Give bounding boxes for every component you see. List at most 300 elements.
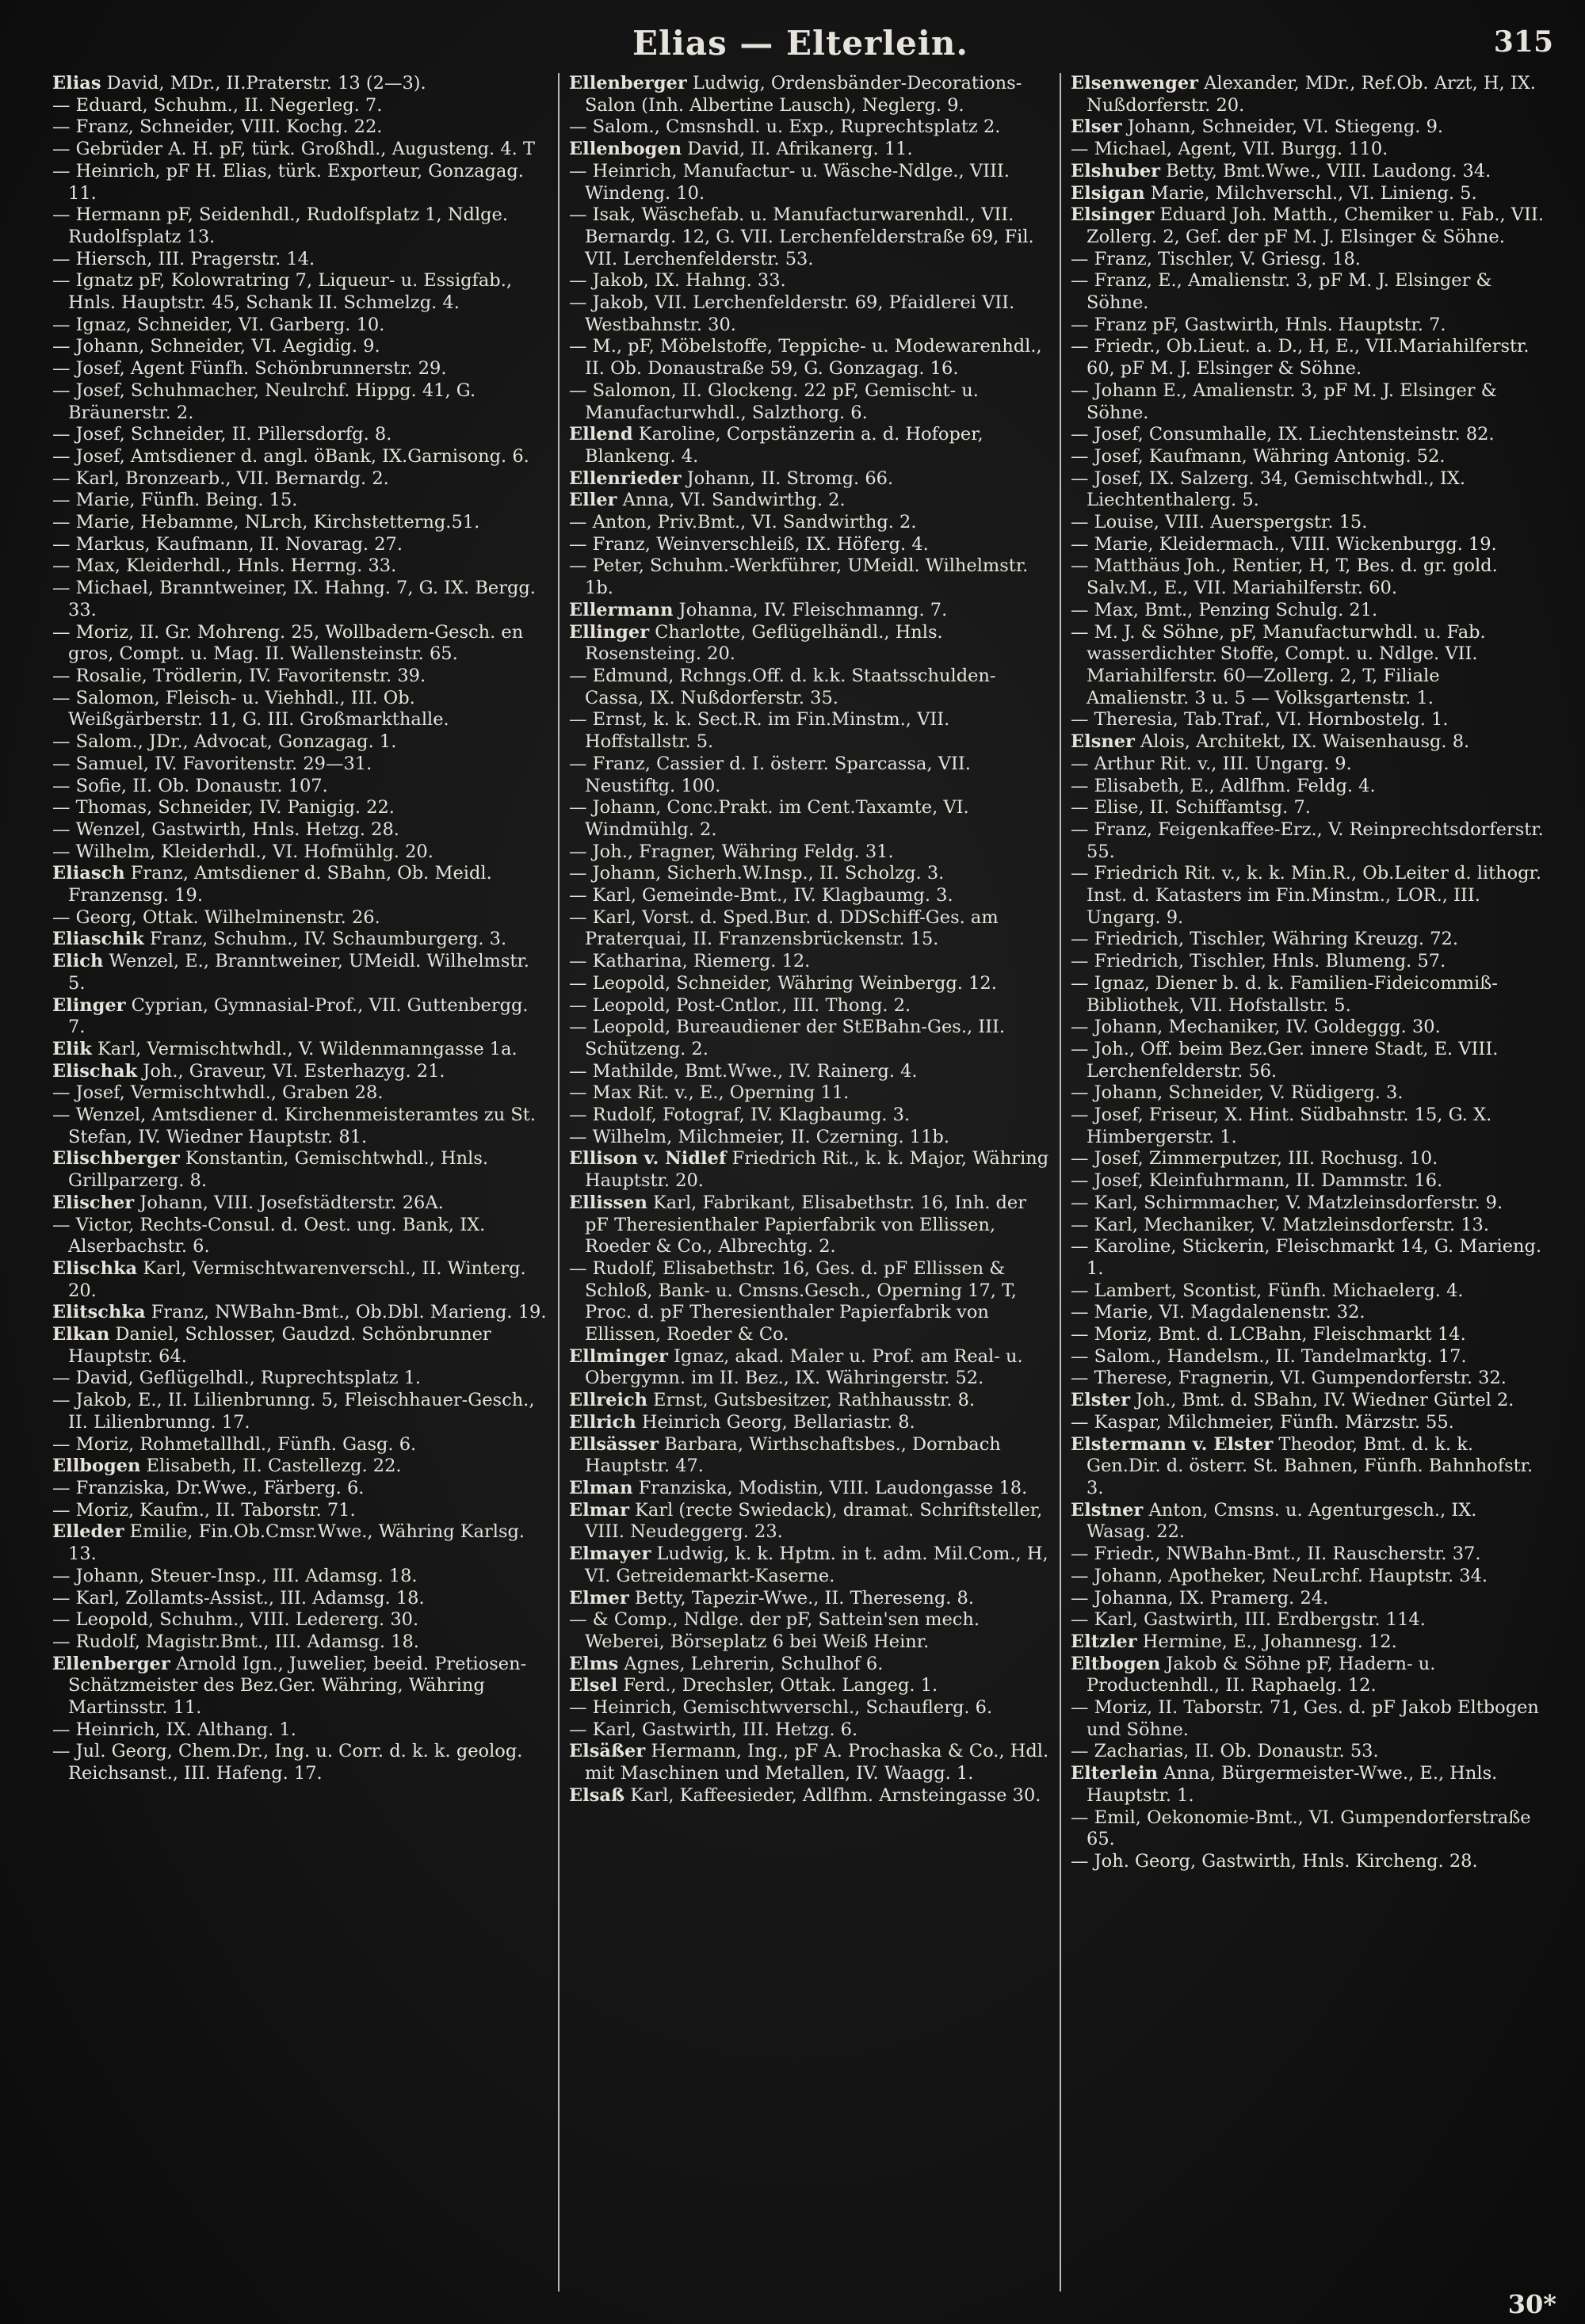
directory-entry (1071, 754, 1545, 776)
directory-entry (52, 731, 548, 754)
entry-text: — Eduard, Schuhm., II. Negerleg. 7. (52, 94, 383, 116)
entry-surname: Elsinger (1071, 204, 1155, 226)
directory-entry (1071, 1741, 1545, 1763)
column-1-entries (52, 73, 548, 1785)
entry-text: — & Comp., Ndlge. der pF, Sattein'sen mech. Weberei, Börseplatz 6 bei Weiß Heinr. (569, 1609, 980, 1652)
entry-text: — Franz, E., Amalienstr. 3, pF M. J. Elsinger & Söhne. (1071, 270, 1492, 314)
directory-entry (1071, 709, 1545, 731)
directory-entry (52, 1039, 548, 1061)
directory-entry (52, 380, 548, 424)
directory-entry (52, 1478, 548, 1500)
directory-entry (569, 1478, 1050, 1500)
entry-surname: Elleder (52, 1521, 124, 1543)
directory-entry (1071, 336, 1545, 380)
directory-entry (1071, 1280, 1545, 1303)
entry-surname: Elias (52, 73, 101, 93)
directory-entry (1071, 1105, 1545, 1148)
entry-text: — Max Rit. v., E., Operning 11. (569, 1082, 850, 1104)
entry-text: — Johanna, IX. Pramerg. 24. (1071, 1587, 1329, 1608)
directory-entry (52, 863, 548, 906)
directory-entry (1071, 1346, 1545, 1368)
directory-entry (569, 1412, 1050, 1434)
directory-entry (52, 1368, 548, 1390)
directory-entry (52, 688, 548, 731)
entry-text: Karl, Vermischtwarenverschl., II. Winterg. 20. (68, 1257, 526, 1301)
directory-entry (1071, 249, 1545, 271)
directory-entry (1071, 424, 1545, 446)
entry-text: — Rudolf, Magistr.Bmt., III. Adamsg. 18. (52, 1631, 419, 1652)
directory-entry (1071, 1654, 1545, 1697)
directory-entry (52, 797, 548, 819)
directory-entry (569, 1500, 1050, 1544)
directory-entry (569, 490, 1050, 512)
entry-surname: Ellermann (569, 599, 674, 620)
entry-surname: Elmayer (569, 1544, 651, 1565)
entry-text: — Johann, Apotheker, NeuLrchf. Hauptstr. 34. (1071, 1565, 1488, 1586)
entry-surname: Elms (569, 1653, 619, 1674)
directory-entry (569, 1193, 1050, 1258)
entry-text: Karl, Fabrikant, Elisabethstr. 16, Inh. der pF Theresienthaler Papierfabrik von Ellissen, Roeder & Co., Albrechtg. 2. (585, 1192, 1026, 1257)
entry-surname: Elshuber (1071, 160, 1160, 181)
entry-text: — Karl, Gemeinde-Bmt., IV. Klagbaumg. 3. (569, 885, 953, 906)
directory-entry (52, 1456, 548, 1478)
directory-entry (569, 1061, 1050, 1083)
entry-text: — Josef, IX. Salzerg. 34, Gemischtwhdl., IX. Liechtenthalerg. 5. (1071, 467, 1466, 511)
entry-text: — Louise, VIII. Auerspergstr. 15. (1071, 512, 1368, 533)
directory-entry (569, 1017, 1050, 1060)
entry-text: — Johann, Sicherh.W.Insp., II. Scholzg. 3. (569, 863, 945, 884)
entry-text: — Franz, Cassier d. I. österr. Sparcassa, VII. Neustiftg. 100. (569, 753, 971, 796)
entry-text: Eduard Joh. Matth., Chemiker u. Fab., VII. Zollerg. 2, Gef. der pF M. J. Elsinger & Söhne. (1087, 204, 1544, 247)
entry-text: Agnes, Lehrerin, Schulhof 6. (618, 1653, 884, 1674)
directory-entry (52, 139, 548, 161)
entry-text: — Franz, Weinverschleiß, IX. Höferg. 4. (569, 533, 929, 555)
page-title: Elias — Elterlein. (632, 24, 969, 63)
entry-text: — Salomon, II. Glockeng. 22 pF, Gemischt- u. Manufacturwhdl., Salzthorg. 6. (569, 380, 979, 423)
directory-entry (569, 1148, 1050, 1192)
directory-entry (52, 578, 548, 621)
entry-text: — Johann, Steuer-Insp., III. Adamsg. 18. (52, 1565, 418, 1586)
entry-text: Betty, Tapezir-Wwe., II. Thereseng. 8. (628, 1587, 975, 1608)
directory-entry (569, 1675, 1050, 1697)
directory-entry (1071, 204, 1545, 248)
entry-text: — Josef, Kleinfuhrmann, II. Dammstr. 16. (1071, 1170, 1443, 1192)
directory-entry (52, 95, 548, 117)
entry-text: — Rudolf, Elisabethstr. 16, Ges. d. pF Ellissen & Schloß, Bank- u. Cmsns.Gesch., Operning 17, T, Proc. d. pF Theresienthaler Papierfabrik von Ellissen, Roeder & Co. (569, 1257, 1017, 1345)
entry-text: — Friedrich, Tischler, Währing Kreuzg. 72. (1071, 929, 1459, 950)
entry-text: Franziska, Modistin, VIII. Laudongasse 18. (632, 1478, 1028, 1498)
column-3-entries (1071, 73, 1545, 1873)
directory-entry (569, 270, 1050, 292)
entry-text: — Johann, Conc.Prakt. im Cent.Taxamte, VI. Windmühlg. 2. (569, 797, 969, 840)
directory-entry (52, 1500, 548, 1522)
entry-text: Wenzel, E., Branntweiner, UMeidl. Wilhelmstr. 5. (68, 951, 529, 994)
directory-entry (52, 336, 548, 358)
directory-entry (52, 1082, 548, 1105)
directory-entry (52, 1741, 548, 1784)
directory-entry (569, 424, 1050, 467)
directory-entry (1071, 1148, 1545, 1170)
entry-text: — Wilhelm, Kleiderhdl., VI. Hofmühlg. 20. (52, 841, 433, 862)
directory-entry (569, 468, 1050, 490)
entry-text: — Salom., JDr., Advocat, Gonzagag. 1. (52, 731, 397, 753)
directory-entry (569, 380, 1050, 424)
directory-entry (1071, 1609, 1545, 1631)
entry-text: — Marie, Fünfh. Being. 15. (52, 490, 298, 511)
entry-text: Charlotte, Geflügelhändl., Hnls. Rosensteing. 20. (585, 621, 943, 665)
directory-entry (569, 139, 1050, 161)
entry-text: — Johann, Schneider, V. Rüdigerg. 3. (1071, 1082, 1404, 1104)
entry-text: — Elise, II. Schiffamtsg. 7. (1071, 797, 1311, 819)
entry-text: — Salom., Cmsnshdl. u. Exp., Ruprechtsplatz 2. (569, 116, 1001, 138)
entry-text: David, MDr., II.Praterstr. 13 (2—3). (101, 73, 426, 93)
entry-text: — Franz pF, Gastwirth, Hnls. Hauptstr. 7. (1071, 314, 1446, 335)
directory-entry (1071, 1500, 1545, 1544)
directory-entry (569, 1105, 1050, 1127)
entry-surname: Ellbogen (52, 1456, 141, 1477)
directory-entry (569, 1654, 1050, 1676)
entry-text: Joh., Bmt. d. SBahn, IV. Wiedner Gürtel 2. (1129, 1390, 1514, 1411)
directory-entry (569, 863, 1050, 885)
directory-entry (52, 907, 548, 929)
entry-text: Arnold Ign., Juwelier, beeid. Pretiosen-Schätzmeister des Bez.Ger. Währing, Währing Martinsstr. 11. (68, 1653, 527, 1719)
entry-surname: Elman (569, 1478, 633, 1498)
entry-text: — Michael, Agent, VII. Burgg. 110. (1071, 139, 1388, 160)
entry-text: — Ignatz pF, Kolowratring 7, Liqueur- u. Essigfab., Hnls. Hauptstr. 45, Schank II. Schmelzg. 4. (52, 270, 513, 314)
column-2 (558, 73, 1060, 2292)
entry-text: Joh., Graveur, VI. Esterhazyg. 21. (137, 1060, 445, 1082)
entry-text: — Ignaz, Schneider, VI. Garberg. 10. (52, 314, 385, 335)
entry-surname: Ellinger (569, 621, 650, 643)
entry-text: Anton, Cmsns. u. Agenturgesch., IX. Wasag. 22. (1087, 1499, 1477, 1543)
entry-surname: Elitschka (52, 1302, 146, 1323)
directory-entry (569, 995, 1050, 1017)
directory-entry (52, 1609, 548, 1631)
directory-entry (1071, 819, 1545, 863)
directory-entry (1071, 1236, 1545, 1280)
entry-surname: Elsner (1071, 731, 1135, 753)
entry-text: — Leopold, Schneider, Währing Weinbergg. 12. (569, 972, 997, 994)
entry-text: — Johann, Mechaniker, IV. Goldeggg. 30. (1071, 1017, 1441, 1038)
entry-text: — Heinrich, Gemischtwverschl., Schauflerg. 6. (569, 1697, 993, 1719)
entry-text: — Gebrüder A. H. pF, türk. Großhdl., Augusteng. 4. T (52, 139, 535, 160)
directory-entry (569, 1609, 1050, 1653)
entry-surname: Elstner (1071, 1499, 1144, 1521)
entry-text: — Anton, Priv.Bmt., VI. Sandwirthg. 2. (569, 512, 917, 533)
directory-entry (52, 1566, 548, 1588)
entry-text: — Josef, Vermischtwhdl., Graben 28. (52, 1082, 384, 1104)
entry-text: — Moriz, II. Taborstr. 71, Ges. d. pF Jakob Eltbogen und Söhne. (1071, 1697, 1539, 1740)
directory-entry (569, 841, 1050, 864)
directory-entry (1071, 380, 1545, 424)
directory-entry (52, 161, 548, 204)
entry-text: Heinrich Georg, Bellariastr. 8. (636, 1411, 915, 1433)
entry-text: — Markus, Kaufmann, II. Novarag. 27. (52, 533, 403, 555)
entry-text: David, II. Afrikanerg. 11. (682, 139, 913, 160)
directory-entry (52, 1719, 548, 1742)
entry-surname: Eliaschik (52, 929, 144, 950)
entry-text: — Katharina, Riemerg. 12. (569, 951, 811, 972)
directory-entry (1071, 731, 1545, 754)
directory-entry (569, 1741, 1050, 1784)
entry-text: Hermine, E., Johannesg. 12. (1136, 1631, 1397, 1652)
entry-text: Hermann, Ing., pF A. Prochaska & Co., Hdl. mit Maschinen und Metallen, IV. Waagg. 1. (585, 1741, 1049, 1784)
directory-entry (1071, 776, 1545, 798)
directory-entry (569, 1127, 1050, 1149)
entry-surname: Elser (1071, 116, 1122, 138)
directory-entry (1071, 1851, 1545, 1873)
entry-text: Emilie, Fin.Ob.Cmsr.Wwe., Währing Karlsg. 13. (68, 1521, 525, 1565)
directory-entry (1071, 1434, 1545, 1500)
entry-text: Ferd., Drechsler, Ottak. Langeg. 1. (617, 1675, 938, 1696)
directory-entry (569, 907, 1050, 951)
directory-entry (1071, 1170, 1545, 1193)
entry-text: — Hiersch, III. Pragerstr. 14. (52, 248, 315, 269)
entry-surname: Elischka (52, 1257, 138, 1279)
directory-entry (52, 1193, 548, 1215)
entry-surname: Eller (569, 490, 617, 511)
entry-text: Johann, VIII. Josefstädterstr. 26A. (134, 1192, 444, 1213)
directory-entry (52, 1258, 548, 1302)
entry-text: Jakob & Söhne pF, Hadern- u. Productenhdl., II. Raphaelg. 12. (1087, 1653, 1436, 1696)
entry-surname: Ellreich (569, 1390, 648, 1411)
entry-text: — Marie, Kleidermach., VIII. Wickenburgg. 19. (1071, 533, 1497, 555)
entry-text: — Jul. Georg, Chem.Dr., Ing. u. Corr. d. k. k. geolog. Reichsanst., III. Hafeng. 17. (52, 1741, 523, 1784)
entry-text: — Max, Bmt., Penzing Schulg. 21. (1071, 599, 1378, 620)
entry-text: — Salomon, Fleisch- u. Viehhdl., III. Ob. Weißgärberstr. 11, G. III. Großmarkthalle. (52, 687, 449, 731)
entry-text: — Therese, Fragnerin, VI. Gumpendorferstr. 32. (1071, 1368, 1507, 1389)
entry-surname: Elsäßer (569, 1741, 646, 1762)
entry-text: — Jakob, IX. Hahng. 33. (569, 270, 786, 292)
entry-text: — Joh. Georg, Gastwirth, Hnls. Kircheng. 28. (1071, 1850, 1478, 1872)
entry-text: — Friedrich Rit. v., k. k. Min.R., Ob.Leiter d. lithogr. Inst. d. Katasters im Fin.Minstm., LOR., III. Ungarg. 9. (1071, 863, 1541, 928)
directory-entry (569, 1258, 1050, 1346)
directory-entry (1071, 1215, 1545, 1237)
entry-text: Karoline, Corpstänzerin a. d. Hofoper, Blankeng. 4. (585, 424, 983, 467)
directory-entry (1071, 315, 1545, 337)
directory-entry (1071, 183, 1545, 205)
entry-text: — Moriz, II. Gr. Mohreng. 25, Wollbadern-Gesch. en gros, Compt. u. Mag. II. Wallensteinstr. 65. (52, 621, 524, 665)
directory-entry (1071, 1588, 1545, 1610)
entry-text: Alois, Architekt, IX. Waisenhausg. 8. (1134, 731, 1470, 753)
directory-entry (1071, 1807, 1545, 1851)
entry-text: Johanna, IV. Fleischmanng. 7. (673, 599, 948, 620)
entry-text: — Karl, Mechaniker, V. Matzleinsdorferstr. 13. (1071, 1214, 1489, 1235)
entry-surname: Elsenwenger (1071, 73, 1198, 93)
entry-text: — Jakob, VII. Lerchenfelderstr. 69, Pfaidlerei VII. Westbahnstr. 30. (569, 292, 1015, 335)
entry-text: — Karl, Bronzearb., VII. Bernardg. 2. (52, 467, 389, 489)
directory-entry (1071, 1390, 1545, 1412)
entry-surname: Ellenbogen (569, 139, 682, 160)
directory-entry (1071, 1631, 1545, 1654)
entry-text: Franz, Amtsdiener d. SBahn, Ob. Meidl. Franzensg. 19. (68, 863, 492, 906)
entry-text: — Josef, Schneider, II. Pillersdorfg. 8. (52, 424, 392, 445)
entry-surname: Elster (1071, 1390, 1130, 1411)
entry-text: — Sofie, II. Ob. Donaustr. 107. (52, 775, 328, 796)
directory-entry (52, 666, 548, 688)
column-1 (43, 73, 558, 2292)
directory-entry (52, 1105, 548, 1148)
directory-entry (569, 73, 1050, 116)
entry-text: Betty, Bmt.Wwe., VIII. Laudong. 34. (1159, 160, 1491, 181)
directory-entry (1071, 1412, 1545, 1434)
directory-entry (569, 709, 1050, 753)
directory-columns (43, 73, 1558, 2292)
entry-text: — Moriz, Rohmetallhdl., Fünfh. Gasg. 6. (52, 1433, 417, 1455)
directory-entry (1071, 116, 1545, 139)
entry-text: — M., pF, Möbelstoffe, Teppiche- u. Modewarenhdl., II. Ob. Donaustraße 59, G. Gonzagag. 16. (569, 336, 1042, 380)
directory-entry (569, 885, 1050, 907)
directory-entry (52, 951, 548, 994)
entry-text: — Karl, Zollamts-Assist., III. Adamsg. 18. (52, 1587, 425, 1608)
directory-entry (569, 1082, 1050, 1105)
entry-text: Johann, Schneider, VI. Stiegeng. 9. (1121, 116, 1444, 138)
entry-text: — Kaspar, Milchmeier, Fünfh. Märzstr. 55. (1071, 1411, 1454, 1433)
directory-entry (52, 1434, 548, 1456)
entry-text: — Franz, Tischler, V. Griesg. 18. (1071, 248, 1361, 269)
entry-text: — Friedr., Ob.Lieut. a. D., H, E., VII.Mariahilferstr. 60, pF M. J. Elsinger & Söhne. (1071, 336, 1530, 380)
directory-entry (52, 116, 548, 139)
directory-entry (1071, 1544, 1545, 1566)
directory-entry (569, 1346, 1050, 1390)
directory-entry (52, 1654, 548, 1719)
entry-surname: Ellend (569, 424, 633, 445)
entry-surname: Elischak (52, 1060, 138, 1082)
entry-surname: Eliasch (52, 863, 125, 884)
entry-text: — Joh., Fragner, Währing Feldg. 31. (569, 841, 894, 862)
directory-entry (1071, 161, 1545, 183)
directory-entry (569, 973, 1050, 995)
entry-text: — Rudolf, Fotograf, IV. Klagbaumg. 3. (569, 1105, 911, 1126)
entry-text: — Max, Kleiderhdl., Hnls. Herrng. 33. (52, 555, 397, 577)
entry-text: — Leopold, Post-Cntlor., III. Thong. 2. (569, 994, 911, 1016)
directory-entry (1071, 797, 1545, 819)
entry-text: — Karl, Vorst. d. Sped.Bur. d. DDSchiff-Ges. am Praterquai, II. Franzensbrückenstr. 15. (569, 906, 999, 950)
entry-text: — Ignaz, Diener b. d. k. Familien-Fideicommiß-Bibliothek, VII. Hofstallstr. 5. (1071, 972, 1498, 1016)
directory-entry (569, 116, 1050, 139)
directory-entry (52, 776, 548, 798)
entry-text: Karl (recte Swiedack), dramat. Schriftsteller, VIII. Neudeggerg. 23. (585, 1499, 1043, 1543)
entry-text: — Jakob, E., II. Lilienbrunng. 5, Fleischhauer-Gesch., II. Lilienbrunng. 17. (52, 1390, 535, 1433)
directory-entry (52, 512, 548, 534)
directory-entry (52, 1324, 548, 1368)
directory-entry (1071, 1082, 1545, 1105)
entry-text: — Isak, Wäschefab. u. Manufacturwarenhdl., VII. Bernardg. 12, G. VII. Lerchenfelderstraße 69, Fil. VII. Lerchenfelderstr. 53. (569, 204, 1034, 269)
directory-entry (52, 270, 548, 314)
entry-text: — Wenzel, Gastwirth, Hnls. Hetzg. 28. (52, 819, 399, 840)
entry-surname: Elischer (52, 1192, 135, 1213)
entry-text: Friedrich Rit., k. k. Major, Währing Hauptstr. 20. (585, 1148, 1049, 1192)
entry-surname: Ellsässer (569, 1433, 659, 1455)
entry-text: — Johann E., Amalienstr. 3, pF M. J. Elsinger & Söhne. (1071, 380, 1497, 423)
entry-text: — Heinrich, IX. Althang. 1. (52, 1719, 296, 1740)
entry-text: Konstantin, Gemischtwhdl., Hnls. Grillparzerg. 8. (68, 1148, 489, 1192)
entry-text: — Heinrich, pF H. Elias, türk. Exporteur, Gonzagag. 11. (52, 160, 524, 204)
entry-text: — Wilhelm, Milchmeier, II. Czerning. 11b. (569, 1126, 949, 1147)
entry-text: — Moriz, Bmt. d. LCBahn, Fleischmarkt 14. (1071, 1324, 1466, 1345)
entry-text: Ludwig, Ordensbänder-Decorations-Salon (Inh. Albertine Lausch), Neglerg. 9. (585, 73, 1022, 116)
entry-text: — Marie, Hebamme, NLrch, Kirchstetterng.51. (52, 512, 480, 533)
entry-surname: Ellenrieder (569, 467, 682, 489)
directory-entry (52, 446, 548, 468)
entry-text: Cyprian, Gymnasial-Prof., VII. Guttenbergg. 7. (68, 994, 529, 1038)
entry-surname: Ellenberger (569, 73, 687, 93)
directory-entry (1071, 534, 1545, 556)
directory-entry (569, 797, 1050, 841)
directory-entry (1071, 600, 1545, 622)
entry-text: — Josef, Schuhmacher, Neulrchf. Hippg. 41, G. Bräunerstr. 2. (52, 380, 476, 423)
directory-entry (569, 534, 1050, 556)
directory-entry (569, 336, 1050, 380)
entry-text: — Franziska, Dr.Wwe., Färberg. 6. (52, 1478, 365, 1498)
entry-text: Franz, Schuhm., IV. Schaumburgerg. 3. (143, 929, 507, 950)
entry-text: — Josef, Agent Fünfh. Schönbrunnerstr. 29. (52, 358, 447, 380)
directory-entry (52, 358, 548, 380)
entry-text: — Thomas, Schneider, IV. Panigig. 22. (52, 797, 395, 819)
entry-text: — Rosalie, Trödlerin, IV. Favoritenstr. 39. (52, 665, 426, 686)
entry-text: — Salom., Handelsm., II. Tandelmarktg. 17. (1071, 1345, 1467, 1367)
entry-text: — Franz, Schneider, VIII. Kochg. 22. (52, 116, 383, 138)
entry-surname: Elik (52, 1038, 92, 1059)
directory-entry (569, 1719, 1050, 1742)
entry-text: — Friedrich, Tischler, Hnls. Blumeng. 57. (1071, 951, 1446, 972)
directory-entry (52, 73, 548, 95)
directory-entry (52, 1631, 548, 1654)
entry-surname: Elich (52, 951, 104, 972)
entry-text: — Joh., Off. beim Bez.Ger. innere Stadt, E. VIII. Lerchenfelderstr. 56. (1071, 1038, 1499, 1082)
entry-text: — Heinrich, Manufactur- u. Wäsche-Ndlge., VIII. Windeng. 10. (569, 160, 1010, 204)
entry-text: — Matthäus Joh., Rentier, H, T, Bes. d. gr. gold. Salv.M., E., VII. Mariahilferstr. 60. (1071, 555, 1498, 599)
entry-text: Ernst, Gutsbesitzer, Rathhausstr. 8. (647, 1390, 976, 1411)
directory-entry (569, 754, 1050, 797)
entry-text: Anna, VI. Sandwirthg. 2. (617, 490, 846, 511)
entry-surname: Eltbogen (1071, 1653, 1161, 1674)
entry-text: — Johann, Schneider, VI. Aegidig. 9. (52, 336, 380, 357)
entry-surname: Eltzler (1071, 1631, 1137, 1652)
entry-text: — Zacharias, II. Ob. Donaustr. 53. (1071, 1741, 1379, 1762)
directory-entry (52, 841, 548, 864)
entry-surname: Elmar (569, 1499, 629, 1521)
entry-text: Marie, Milchverschl., VI. Linieng. 5. (1144, 182, 1477, 204)
directory-entry (1071, 555, 1545, 599)
directory-entry (1071, 1324, 1545, 1346)
entry-surname: Elkan (52, 1324, 110, 1345)
entry-text: — Peter, Schuhm.-Werkführer, UMeidl. Wilhelmstr. 1b. (569, 555, 1029, 599)
directory-entry (569, 555, 1050, 599)
entry-text: Elisabeth, II. Castellezg. 22. (140, 1456, 402, 1477)
directory-entry (569, 161, 1050, 204)
directory-entry (1071, 468, 1545, 512)
directory-entry (569, 1390, 1050, 1412)
entry-text: Barbara, Wirthschaftsbes., Dornbach Hauptstr. 47. (585, 1433, 1001, 1477)
entry-surname: Elsel (569, 1675, 618, 1696)
entry-text: — M. J. & Söhne, pF, Manufacturwhdl. u. Fab. wasserdichter Stoffe, Compt. u. Ndlge. VII. Mariahilferstr. 60—Zollerg. 2, T, Filiale Amalienstr. 3 u. 5 — Volksgartenstr. 1. (1071, 621, 1486, 708)
directory-entry (1071, 951, 1545, 973)
directory-entry (1071, 1017, 1545, 1039)
entry-text: — Karl, Gastwirth, III. Hetzg. 6. (569, 1719, 858, 1740)
directory-entry (1071, 973, 1545, 1017)
entry-text: Theodor, Bmt. d. k. k. Gen.Dir. d. österr. St. Bahnen, Fünfh. Bahnhofstr. 3. (1087, 1433, 1533, 1498)
column-3 (1060, 73, 1555, 2292)
entry-surname: Elterlein (1071, 1763, 1159, 1784)
column-2-entries (569, 73, 1050, 1807)
entry-text: — Ernst, k. k. Sect.R. im Fin.Minstm., VII. Hoffstallstr. 5. (569, 709, 950, 753)
entry-text: — Leopold, Bureaudiener der StEBahn-Ges., III. Schützeng. 2. (569, 1017, 1006, 1059)
directory-entry (1071, 1566, 1545, 1588)
directory-entry (52, 995, 548, 1039)
entry-text: Daniel, Schlosser, Gaudzd. Schönbrunner Hauptstr. 64. (68, 1324, 491, 1367)
directory-entry (52, 490, 548, 512)
